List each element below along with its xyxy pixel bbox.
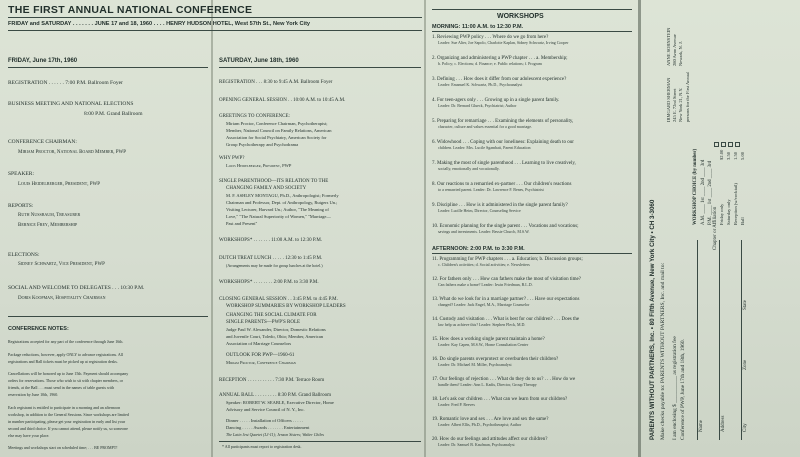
pm-choice[interactable]: P.M. ____ 1st ____ 2nd ____ 3rd: [708, 161, 713, 225]
address-line: 245 E. 72nd Street: [672, 88, 677, 122]
note-line: workshop, in addition to the General Sessions. Since workshops are limited: [8, 412, 129, 417]
address-line: 280 Avon Avenue: [672, 34, 677, 66]
greetings-heading: GREETINGS TO CONFERENCE:: [219, 114, 290, 119]
fee-checkbox[interactable]: [735, 142, 740, 147]
note-line: Registrations accepted for any part of the conference through June 16th.: [8, 339, 124, 344]
ball-speaker: Advisory and Service Council of N. Y., Inc.: [226, 407, 305, 412]
montagu-name: M. F. ASHLEY MONTAGU, Ph.D., Anthropologist; Formerly: [226, 193, 339, 198]
address-line: New York 21, N.Y.: [678, 87, 683, 122]
workshop-title: 6. Widowhood . . . Coping with our loneliness: Explaining death to our: [432, 140, 574, 145]
workshop-item: [432, 297, 632, 307]
workshop-title: 7. Making the most of single parenthood . . . Learning to live creatively,: [432, 161, 576, 166]
report-treasurer: Ruth Nussbaum, Treasurer: [18, 213, 81, 218]
workshop-leader: Leader: Lucille Heim, Director, Counseling Service: [438, 207, 521, 213]
workshop-item: [432, 337, 632, 347]
notes-heading: CONFERENCE NOTES:: [8, 326, 69, 332]
workshop-item: [432, 317, 632, 327]
business-meeting-time: 8:00 P.M. Grand Ballroom: [84, 111, 143, 117]
greetings-text: Member, National Council on Family Relations, American: [226, 128, 332, 133]
fee-price: 3.50: [726, 151, 731, 160]
workshop-leader: socially, emotionally and vocationally.: [438, 165, 500, 171]
workshop-item: [432, 35, 632, 45]
mailer-conference: Conference of PWP, June 17th and 18th, 1960.: [680, 339, 686, 440]
workshop-item: [432, 98, 632, 108]
address-line: ANNE SORNSTEIN: [666, 27, 671, 66]
field-state-label: State: [743, 300, 748, 310]
workshop-title: 16. Do single parents overprotect or overburden their children?: [432, 357, 559, 362]
mailer-org: PARENTS WITHOUT PARTNERS, Inc. • 80 Fifth Avenue, New York City • CH 3-3060: [649, 199, 656, 440]
opening-session: OPENING GENERAL SESSION . . 10:00 A.M. to 10:45 A.M.: [219, 98, 346, 103]
workshop-title: 3. Defining . . . How does it differ from our adolescent experience?: [432, 77, 567, 82]
divider: [219, 441, 421, 442]
outlook-heading: OUTLOOK FOR PWP—1960-61: [226, 353, 295, 358]
workshop-leader: Can fathers make a home? Leader: Irwin Friedman, B.L.D.: [438, 281, 533, 287]
friday-registration: REGISTRATION . . . . . . 7:00 P.M. Ballroom Foyer: [8, 80, 123, 86]
note-line: registrations and Ball tickets must be picked up at registration desks.: [8, 359, 118, 364]
divider: [432, 9, 632, 10]
annual-ball: ANNUAL BALL . . . . . . . . . 8:30 P.M. Grand Ballroom: [219, 393, 331, 398]
field-zone-label: Zone: [743, 359, 748, 370]
workshop-title: 10. Economic planning for the single parent . . . Vocations and vocations;: [432, 224, 579, 229]
workshop-item: [432, 417, 632, 427]
workshop-title: 19. Romantic love and sex . . . Are love and sex the same?: [432, 417, 549, 422]
workshop-title: 11. Programming for PWP chapters . . . a. Education; b. Discussion groups;: [432, 257, 583, 262]
field-rule[interactable]: [741, 240, 742, 440]
divider: [219, 67, 421, 68]
address-line: Newark, N. J.: [678, 41, 683, 66]
note-line: reservation by June 10th, 1960.: [8, 392, 59, 397]
fee-price: 1.50: [733, 151, 738, 160]
workshop-item: [432, 119, 632, 129]
field-city-label: City: [743, 423, 748, 432]
elections-name: Sidney Schwartz, Vice President, PWP: [18, 262, 105, 267]
closing-session: CLOSING GENERAL SESSION . . 3:45 P.M. to 4:45 P.M.: [219, 297, 338, 302]
social-climate: CHANGING THE SOCIAL CLIMATE FOR: [226, 313, 317, 318]
note-line: orders for reservations. Those who wish to sit with chapter members, or: [8, 378, 123, 383]
am-choice[interactable]: A.M. ____ 1st ____ 2nd ____ 3rd: [701, 159, 706, 225]
workshop-title: 8. Our reactions to a remarried ex-partner . . . Our children's reactions: [432, 182, 572, 187]
dutch-treat-lunch: DUTCH TREAT LUNCH . . . . . 12:30 to 1:45 P.M.: [219, 256, 323, 261]
note-line: Cancellations will be honored up to June 15th. Payment should accompany: [8, 371, 129, 376]
greetings-text: Association for Social Psychiatry, American Society for: [226, 135, 327, 140]
chairman-label: CONFERENCE CHAIRMAN:: [8, 139, 77, 145]
lunch-note: (Arrangements may be made for group lunches at the hotel.): [226, 263, 323, 268]
elections-label: ELECTIONS:: [8, 252, 40, 258]
why-speaker: Louis Heidelberger, President, PWP: [226, 163, 292, 168]
workshop-title: 1. Reviewing PWP policy . . . Where do we go from here?: [432, 35, 549, 40]
workshop-leader: Leader: Dr. Samuel B. Kaufman, Psychoanalyst: [438, 441, 515, 447]
divider: [432, 253, 632, 254]
workshop-leader: children. Leader: Mrs. Lucile Sgambati, Parent Education: [438, 144, 531, 150]
saturday-heading: SATURDAY, June 18th, 1960: [219, 58, 299, 64]
divider: [8, 316, 208, 317]
workshop-leader: c. Children's activities; d. Social activities; e. Newsletters: [438, 261, 530, 267]
outlook-speaker: Miriam Proctor, Conference Chairman: [226, 360, 296, 365]
workshop-item: [432, 224, 632, 234]
workshop-title: 2. Organizing and administering a PWP chapter . . . a. Membership;: [432, 56, 568, 61]
workshop-item: [432, 140, 632, 150]
workshop-choice-heading: WORKSHOP CHOICE (by number): [693, 148, 698, 225]
divider: [432, 31, 632, 32]
workshop-leader: Leader: Sue Alter, Joe Sapolo, Charlotte Kaplan, Sidney Schwartz, Irving Cooper: [438, 39, 569, 45]
workshops-afternoon: WORKSHOPS* . . . . . . . . 2:00 P.M. to 3:30 P.M.: [219, 280, 319, 285]
workshop-item: [432, 182, 632, 192]
fee-label: Reception (w/cocktail): [733, 183, 738, 225]
fold-line: [211, 0, 213, 457]
workshop-leader: Leader: Dr. Michael M. Miller, Psychoanalyst: [438, 361, 512, 367]
workshop-leader: Leader: Albert Ellis, Ph.D., Psychotherapist; Author: [438, 421, 522, 427]
fee-label: Friday only: [719, 203, 724, 225]
workshop-item: [432, 203, 632, 213]
header-rule: [8, 17, 422, 18]
address-note: persons for the First Annual: [685, 71, 690, 122]
workshop-item: [432, 357, 632, 367]
workshop-title: 17. Our feelings of rejection . . . What do they do to us? . . . How do we: [432, 377, 576, 382]
workshop-leader: to a remarried parent. Leader: Dr. Lawrence F. Benes, Psychiatrist: [438, 186, 544, 192]
note-line: else may have your place.: [8, 433, 50, 438]
montagu-text: Love," "The Natural Superiority of Women," "Marriage—: [226, 214, 331, 219]
field-address-label: Address: [721, 415, 726, 432]
note-line: Package reductions, however, apply ONLY to advance registrations. All: [8, 352, 123, 357]
fee-price: $2.00: [719, 149, 724, 160]
ball-speaker: Speaker: ROBERT W. SEABLE, Executive Director, Home: [226, 400, 334, 405]
note-line: Each registrant is entitled to participate in a morning and an afternoon: [8, 405, 121, 410]
note-line: second and third choice. If you cannot attend, please notify us, so someone: [8, 426, 128, 431]
alexander-text: and Juvenile Court, Toledo, Ohio; Member, American: [226, 334, 324, 339]
montagu-text: Visiting Lecturer, Harvard Un.; Author, "The Meaning of: [226, 207, 329, 212]
workshop-title: 9. Discipline . . . How is it administered in the single parent family?: [432, 203, 568, 208]
conference-dateline: FRIDAY and SATURDAY . . . . . . . JUNE 17 and 18, 1960 . . . . HENRY HUDSON HOTEL, West 57th St., New York City: [8, 21, 311, 27]
reception: RECEPTION . . . . . . . . . . . 7:30 P.M. Terrace Room: [219, 378, 325, 383]
workshop-leader: savings and investments. Leader: Bessie Church, M.S.W.: [438, 228, 530, 234]
fold-line: [424, 0, 426, 457]
workshop-title: 20. How do our feelings and attitudes affect our children?: [432, 437, 548, 442]
fee-checkbox[interactable]: [714, 142, 719, 147]
single-parenthood: SINGLE PARENTHOOD—ITS RELATION TO THE: [219, 179, 329, 184]
workshops-heading: WORKSHOPS: [497, 13, 544, 20]
report-membership: Bernice Frey, Membership: [18, 223, 78, 228]
note-line: in number participating, please get your registration in early and list your: [8, 419, 126, 424]
divider: [8, 67, 208, 68]
workshop-title: 5. Preparing for remarriage . . . Examining the elements of personality,: [432, 119, 574, 124]
mailer-enclosing[interactable]: I am enclosing $ __________ as registration fee: [672, 336, 678, 440]
alexander-text: Association of Marriage Counselors: [226, 341, 292, 346]
field-rule[interactable]: [719, 240, 720, 440]
band-line: The Latin Jest Quartet (LJ-11); Jenson Sisters; Walter Chiles: [226, 432, 324, 437]
note-line: friends, at the Ball . . . must send in the names of table guests with: [8, 385, 115, 390]
morning-heading: MORNING: 11:00 A.M. to 12:30 P.M.: [432, 24, 524, 30]
note-line: Meetings and workshops start on scheduled time; . . . BE PROMPT!: [8, 445, 118, 450]
chairman-name: Miriam Proctor, National Board Member, PWP: [18, 150, 127, 155]
workshop-leader: Leader: Emanuel K. Schwartz, Ph.D., Psychoanalyst: [438, 81, 523, 87]
dancing-line: Dancing . . . . . Awards . . . . . . . Entertainment: [226, 425, 310, 430]
workshop-item: [432, 77, 632, 87]
workshop-leader: character, culture and values essential for a good marriage.: [438, 123, 533, 129]
workshop-leader: b. Policy; c. Elections; d. Finance; e. Public relations; f. Program: [438, 60, 542, 66]
workshop-title: 14. Custody and visitation . . . What is best for our children? . . . Does the: [432, 317, 580, 322]
saturday-registration: REGISTRATION . . . 8:30 to 9:45 A.M. Ballroom Foyer: [219, 80, 333, 85]
fee-label: Saturday only: [726, 199, 731, 225]
workshop-leader: law help us achieve this? Leader: Stephen Fleck, M.D.: [438, 321, 526, 327]
workshop-title: 13. What do we look for in a marriage partner? . . . Have our expectations: [432, 297, 580, 302]
field-chapter-label: Chapter or Affiliation: [713, 206, 718, 250]
single-parenthood-sub: CHANGING FAMILY AND SOCIETY: [226, 186, 307, 191]
friday-heading: FRIDAY, June 17th, 1960: [8, 58, 78, 64]
greetings-text: Miriam Proctor, Conference Chairman, Psychotherapist;: [226, 121, 328, 126]
montagu-text: Past and Present": [226, 221, 258, 226]
business-meeting: BUSINESS MEETING AND NATIONAL ELECTIONS: [8, 101, 134, 107]
greetings-text: Group Psychotherapy and Psychodrama: [226, 142, 299, 147]
workshops-morning: WORKSHOPS* . . . . . . . 11:00 A.M. to 12:30 P.M.: [219, 238, 323, 243]
workshop-item: [432, 277, 632, 287]
address-line: IRMGARD SHERMAN: [666, 77, 671, 122]
workshop-leader: Leader: Dr. Bernard Glueck, Psychiatrist; Author: [438, 102, 517, 108]
social-climate-sub: SINGLE PARENTS—PWP'S ROLE: [226, 320, 301, 325]
social-welcome: SOCIAL AND WELCOME TO DELEGATES . . . 10:30 P.M.: [8, 285, 145, 291]
workshop-title: 12. For fathers only . . . How can fathers make the most of visitation time?: [432, 277, 581, 282]
why-pwp: WHY PWP?: [219, 156, 245, 161]
workshop-summaries: WORKSHOP SUMMARIES BY WORKSHOP LEADERS: [226, 304, 346, 309]
fee-checkbox[interactable]: [728, 142, 733, 147]
workshop-item: [432, 257, 632, 267]
field-name-label: Name: [699, 420, 704, 432]
social-host: Doris Koopman, Hospitality Chairman: [18, 296, 106, 301]
afternoon-heading: AFTERNOON: 2:00 P.M. to 3:30 P.M.: [432, 246, 525, 252]
workshop-item: [432, 397, 632, 407]
workshop-item: [432, 437, 632, 447]
workshop-leader: handle them? Leader: Ann L. Kadis, Director, Group Therapy: [438, 381, 537, 387]
fee-label: Ball: [740, 217, 745, 225]
mailer-checks: Make checks payable to: PARENTS WITHOUT PARTNERS, Inc. and mail to:: [660, 262, 666, 440]
workshop-item: [432, 377, 632, 387]
footnote: * All participants must report to registration desk.: [222, 444, 302, 449]
fee-price: 5.00: [740, 151, 745, 160]
workshop-leader: changed? Leader: Jack Engel, M.A., Marriage Counselor: [438, 301, 530, 307]
workshop-item: [432, 161, 632, 171]
workshop-item: [432, 56, 632, 66]
dinner-line: Dinner . . . . . Installation of Officers . . . . .: [226, 418, 304, 423]
header-rule: [8, 30, 422, 31]
workshop-title: 4. For teen-agers only . . . Growing up in a single parent family.: [432, 98, 560, 103]
workshop-leader: Leader: Fred P. Reeves: [438, 401, 475, 407]
montagu-text: Chairman and Professor, Dept. of Anthropology, Rutgers Un.;: [226, 200, 338, 205]
registration-mailer: [645, 0, 800, 457]
reports-label: REPORTS:: [8, 203, 34, 209]
workshop-title: 18. Let's ask our children . . . What can we learn from our children?: [432, 397, 568, 402]
speaker-label: SPEAKER:: [8, 171, 34, 177]
workshop-title: 15. How does a working single parent maintain a home?: [432, 337, 545, 342]
fee-checkbox[interactable]: [721, 142, 726, 147]
speaker-name: Louis Heidelberger, President, PWP: [18, 182, 100, 187]
alexander-text: Judge Paul W. Alexander, Director, Domestic Relations: [226, 327, 326, 332]
field-rule: [697, 240, 698, 440]
workshop-leader: Leader: Kay Capen, M.S.W., Home Consultation Center: [438, 341, 529, 347]
conference-title: THE FIRST ANNUAL NATIONAL CONFERENCE: [8, 4, 253, 16]
fold-line: [638, 0, 641, 457]
